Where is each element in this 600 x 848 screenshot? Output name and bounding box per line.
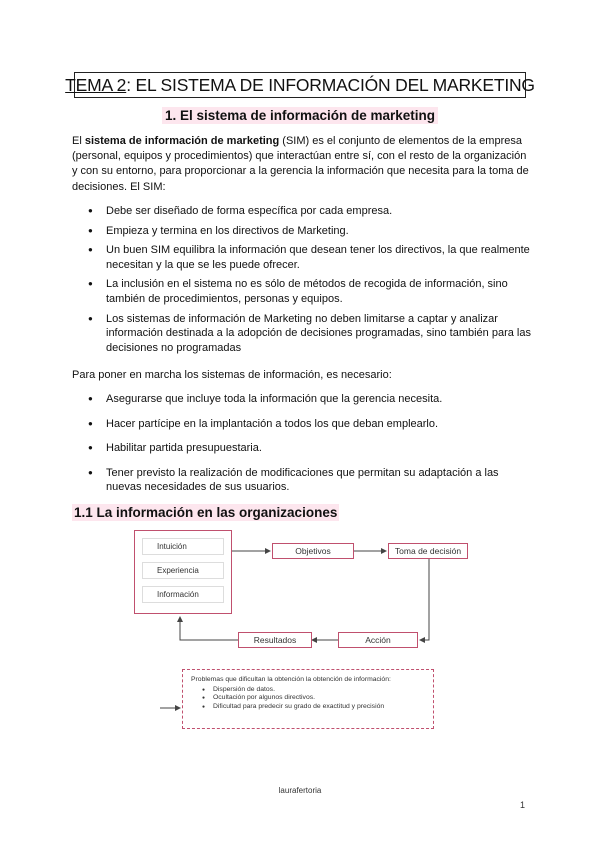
source-experiencia: Experiencia	[142, 562, 224, 579]
list-item: ● Habilitar partida presupuestaria.	[72, 441, 532, 456]
section-heading: 1. El sistema de información de marketing	[0, 108, 600, 123]
arrow-resultados-sources	[180, 617, 238, 640]
arrow-toma-accion	[420, 559, 429, 640]
title-rest: : EL SISTEMA DE INFORMACIÓN DEL MARKETING	[126, 74, 535, 95]
problems-box	[182, 669, 434, 729]
intro-paragraph: El sistema de información de marketing (SIM) es el conjunto de elementos de la empresa (personal, equipos y procedimientos) que interactúan entre sí, con el resto de la organización y con su entorno, para proporcionar a la gerencia la información que necesita para la toma de decisiones. El SIM:	[72, 135, 529, 193]
toma-de-decision-box: Toma de decisión	[388, 543, 468, 559]
footer-author: laurafertoria	[278, 786, 322, 795]
source-informacion: Información	[142, 586, 224, 603]
title-tema: TEMA 2	[65, 74, 127, 95]
requirements-intro: Para poner en marcha los sistemas de información, es necesario:	[72, 369, 392, 381]
list-item: ● Dispersión de datos.	[191, 686, 425, 694]
list-item: ● Empieza y termina en los directivos de Marketing.	[72, 224, 532, 239]
list-item: ● Ocultación por algunos directivos.	[191, 694, 425, 702]
information-sources-box	[134, 530, 232, 614]
accion-box: Acción	[338, 632, 418, 648]
list-item: ● La inclusión en el sistema no es sólo de métodos de recogida de información, sino también de procedimientos, personas y equipos.	[72, 277, 532, 306]
problems-list	[191, 686, 425, 711]
list-item: ● Los sistemas de información de Marketing no deben limitarse a captar y analizar información destinada a la adopción de decisiones programadas, sino también para las decisiones no programadas	[72, 312, 532, 356]
resultados-box: Resultados	[238, 632, 312, 648]
page-number: 1	[520, 800, 526, 810]
problems-title: Problemas que dificultan la obtención la obtención de información:	[191, 676, 391, 683]
source-intuicion: Intuición	[142, 538, 224, 555]
intro-bold-term: sistema de información de marketing	[84, 135, 280, 147]
list-item: ● Asegurarse que incluye toda la información que la gerencia necesita.	[72, 392, 532, 407]
list-item: ● Hacer partícipe en la implantación a todos los que deban emplearlo.	[72, 417, 532, 432]
list-item: ● Dificultad para predecir su grado de exactitud y precisión	[191, 703, 425, 711]
list-item: ● Debe ser diseñado de forma específica por cada empresa.	[72, 204, 532, 219]
objetivos-box: Objetivos	[272, 543, 354, 559]
list-item: ● Un buen SIM equilibra la información que desean tener los directivos, la que realmente necesitan y la que se les puede ofrecer.	[72, 243, 532, 272]
list-item: ● Tener previsto la realización de modificaciones que permitan su adaptación a las nuevas necesidades de sus usuarios.	[72, 466, 532, 495]
subsection-heading: 1.1 La información en las organizaciones	[74, 505, 338, 520]
